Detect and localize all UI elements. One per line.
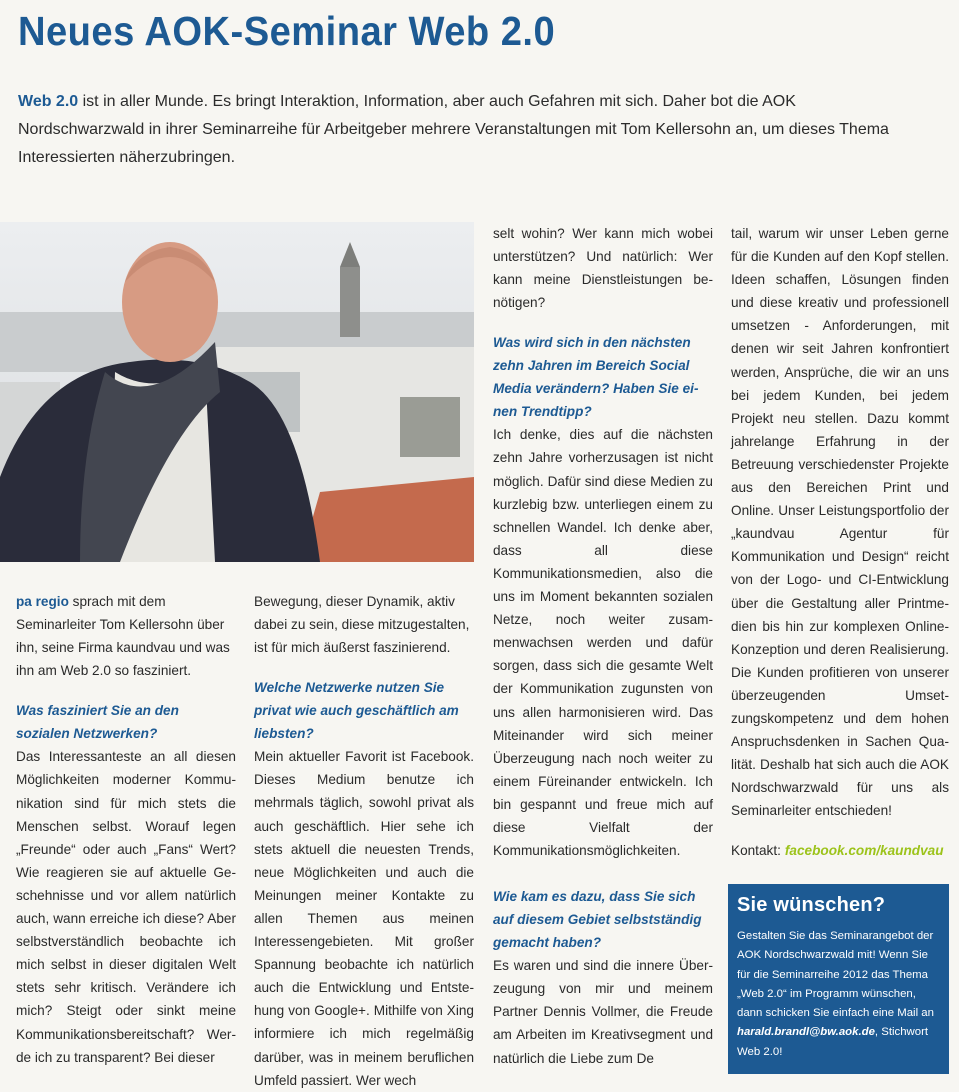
column-4: [731, 222, 949, 822]
page-title: Neues AOK-Seminar Web 2.0: [18, 8, 556, 54]
contact-label: Kontakt:: [731, 843, 781, 858]
question-3: Was wird sich in den nächsten zehn Jahren im Bereich Social Media verändern? Haben Sie einen Trendtipp?: [493, 335, 699, 420]
intro-paragraph: [18, 88, 918, 172]
question-2: Welche Netzwerke nutzen Sie privat wie auch geschäftlich am liebsten?: [254, 680, 459, 742]
column-3: [493, 222, 713, 1070]
answer-1-continued: Bewegung, dieser Dynamik, aktiv dabei zu sein, diese mitzugestalten, ist für mich äußerst faszinierend.: [254, 594, 470, 656]
column-1: [16, 590, 236, 1069]
email-link[interactable]: harald.brandl@bw.aok.de: [737, 1026, 875, 1039]
portrait-photo-icon: [0, 222, 474, 562]
intro-text: ist in aller Munde. Es bringt Interaktion, Information, aber auch Gefahren mit sich. Daher bot die AOK Nordschwarzwald in ihrer Seminarreihe für Arbeitgeber mehrere Veranstaltungen mit Tom Kellersohn an, um dieses Thema Interessierten näherzubringen.: [18, 93, 889, 166]
interview-intro: [16, 590, 236, 682]
facebook-link[interactable]: facebook.com/kaundvau: [784, 843, 944, 858]
portrait-photo: [0, 222, 474, 562]
contact-line: [731, 843, 944, 858]
info-box-text-1: Gestalten Sie das Seminarangebot der AOK Nordschwarzwald mit! Wenn Sie für die Seminarreihe 2012 das Thema „Web 2.0“ im Programm wünschen, dann schicken Sie einfach eine Mail an: [737, 930, 934, 1020]
column-2: [254, 590, 474, 1092]
question-4: Wie kam es dazu, dass Sie sich auf diesem Gebiet selbstständig gemacht haben?: [493, 889, 702, 951]
info-box-text: [737, 927, 940, 1062]
intro-lead: Web 2.0: [18, 93, 79, 110]
answer-2-continued: selt wohin? Wer kann mich wobei unterstützen? Und natürlich: Wer kann meine Dienstleistungen benötigen?: [493, 226, 713, 311]
question-1: Was fasziniert Sie an den sozialen Netzwerken?: [16, 703, 179, 742]
info-box: [728, 884, 949, 1074]
answer-4: Es waren und sind die innere Überzeugung von mir und meinem Partner Dennis Vollmer, die Freude am Arbeiten im Kreativsegment und natürlich die Liebe zum De: [493, 958, 713, 1066]
answer-4-continued: tail, warum wir unser Leben gerne für die Kunden auf den Kopf stellen. Ideen schaffen, Lösungen finden und diese kreativ und professionell umsetzen - Anforderungen, mit denen wir seit Jahren konfrontiert werden, Ansprüche, die wir an uns bei jedem Kunden, bei jedem Projekt neu stellen. Dazu kommt jahrelange Erfahrung in der Betreuung verschiedenster Projekte aus den Bereichen Print und Online. Unser Leistungsportfolio der „kaundvau Agentur für Kommunikation und Design“ reicht von der Logo- und CI-Entwicklung über die Gestaltung aller Printmedien bis hin zur komplexen Online-Konzeption und deren Realisierung. Die Kunden profitieren von unserer überzeugenden Umsetzungskompetenz und dem hohen Anspruchsdenken in Sachen Qualität. Deshalb hat sich auch die AOK Nordschwarzwald für uns als Seminarleiter entschieden!: [731, 226, 949, 819]
pa-regio-lead: pa regio: [16, 594, 69, 609]
interview-intro-text: sprach mit dem Seminarleiter Tom Kellersohn über ihn, seine Firma kaundvau und was ihn am Web 2.0 so fasziniert.: [16, 594, 230, 679]
answer-2: Mein aktueller Favorit ist Facebook. Dieses Medium benutze ich mehrmals täglich, sowohl privat als auch geschäftlich. Hier sehe ich stets aktuell die neuesten Trends, neue Möglichkeiten und auch die Meinungen meiner Kontakte zu allen Themen aus meinen Interessengebieten. Mit großer Spannung beobachte ich natürlich auch die Entwicklung und Entstehung von Google+. Mithilfe von Xing informiere ich mich regelmäßig darüber, was in meinem beruflichen Umfeld passiert. Wer wech: [254, 749, 474, 1088]
answer-1: Das Interessanteste an all diesen Möglichkeiten moderner Kommunikation sind für mich stets die Menschen selbst. Worauf legen „Freunde“ oder auch „Fans“ Wert? Wie reagieren sie auf aktuelle Geschehnisse und vor allem natürlich auch, wann erreiche ich diese? Aber selbstverständlich beobachte ich mich selbst in dieser digitalen Welt stets sehr kritisch. Verändere ich mich? Steigt oder sinkt meine Kommunikationsbereitschaft? Werde ich zu transparent? Bei dieser: [16, 749, 236, 1065]
info-box-title: Sie wünschen?: [737, 894, 886, 916]
info-box-text-2: , Stichwort Web 2.0!: [737, 1026, 929, 1058]
answer-3: Ich denke, dies auf die nächsten zehn Jahre vorherzusagen ist nicht möglich. Dafür sind diese Medien zu kurzlebig bzw. unterliegen einem zu schnellen Wandel. Ich denke aber, dass all diese Kommunikationsmedien, also die uns im Moment bekannten sozialen Netze, noch weiter zusammenwachsen werden und dafür sorgen, dass sich die gesamte Welt der Kommunikation zugunsten von uns allen harmonisieren wird. Das Miteinander wird sich meiner Überzeugung nach noch weiter zu einem Füreinander entwickeln. Ich bin gespannt und freue mich auf diese Vielfalt der Kommunikationsmöglichkeiten.: [493, 427, 713, 859]
